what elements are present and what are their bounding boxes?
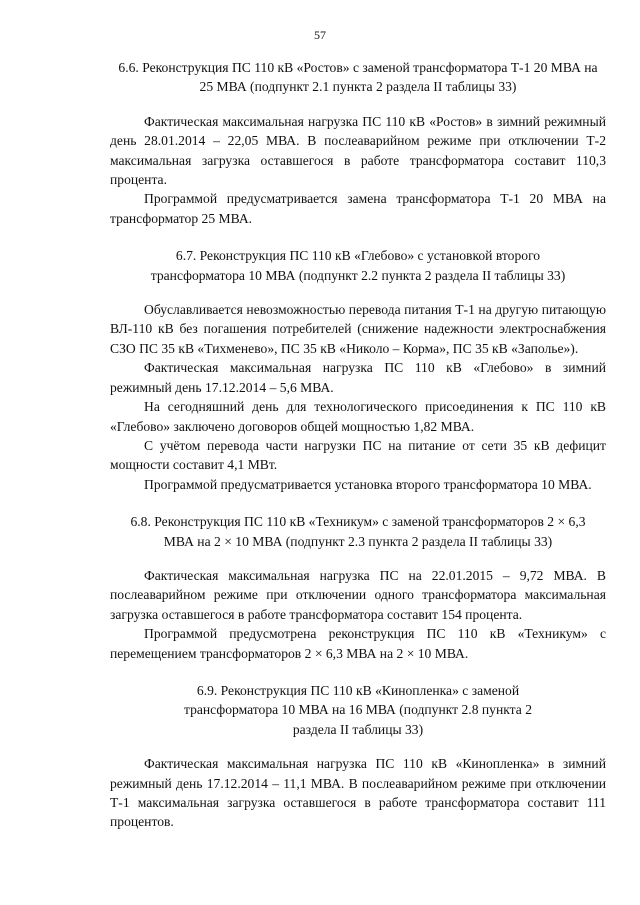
document-body (110, 58, 606, 832)
paragraph: Фактическая максимальная нагрузка ПС 110 кВ «Кинопленка» в зимний режимный день 17.12.2014 – 11,1 МВА. В послеаварийном режиме при отключении Т-1 максимальная загрузка оставшегося в работе трансформатора составит 111 процентов. (110, 756, 606, 830)
paragraph: Обуславливается невозможностью перевода питания Т-1 на другую питающую ВЛ-110 кВ без погашения потребителей (снижение надежности электроснабжения СЗО ПС 35 кВ «Тихменево», ПС 35 кВ «Николо – Корма», ПС 35 кВ «Заполье»). (110, 302, 606, 356)
paragraph: Программой предусматривается установка второго трансформатора 10 МВА. (144, 476, 592, 492)
paragraph: С учётом перевода части нагрузки ПС на питание от сети 35 кВ дефицит мощности составит 4,1 МВт. (110, 437, 606, 473)
section-heading: 6.8. Реконструкция ПС 110 кВ «Техникум» с заменой трансформаторов 2 × 6,3 МВА на 2 × 10 МВА (подпункт 2.3 пункта 2 раздела II таблицы 33) (130, 514, 586, 549)
paragraph: Программой предусмотрена реконструкция ПС 110 кВ «Техникум» с перемещением трансформаторов 2 × 6,3 МВА на 2 × 10 МВА. (110, 626, 606, 661)
section-heading: 6.6. Реконструкция ПС 110 кВ «Ростов» с заменой трансформатора Т-1 20 МВА на 25 МВА (подпункт 2.1 пункта 2 раздела II таблицы 33) (118, 60, 598, 95)
section-6-8 (110, 512, 606, 663)
paragraph: Фактическая максимальная нагрузка ПС 110 кВ «Ростов» в зимний режимный день 28.01.2014 – 22,05 МВА. В послеаварийном режиме при отключении Т-2 максимальная загрузка оставшегося в работе трансформатора составит 110,3 процента. (110, 113, 606, 188)
section-6-6 (110, 58, 606, 228)
page-number: 57 (314, 28, 326, 42)
section-6-9 (110, 681, 606, 832)
paragraph: На сегодняшний день для технологического присоединения к ПС 110 кВ «Глебово» заключено договоров общей мощностью 1,82 МВА. (110, 399, 606, 434)
section-6-7 (110, 246, 606, 494)
section-heading: 6.9. Реконструкция ПС 110 кВ «Кинопленка» с заменой трансформатора 10 МВА на 16 МВА (подпункт 2.8 пункта 2 раздела II таблицы 33) (183, 682, 533, 737)
section-heading: 6.7. Реконструкция ПС 110 кВ «Глебово» с установкой второго трансформатора 10 МВА (подпункт 2.2 пункта 2 раздела II таблицы 33) (150, 248, 566, 283)
paragraph: Программой предусматривается замена трансформатора Т-1 20 МВА на трансформатор 25 МВА. (110, 191, 606, 226)
paragraph: Фактическая максимальная нагрузка ПС 110 кВ «Глебово» в зимний режимный день 17.12.2014 – 5,6 МВА. (110, 360, 606, 395)
paragraph: Фактическая максимальная нагрузка ПС на 22.01.2015 – 9,72 МВА. В послеаварийном режиме при отключении одного трансформатора максимальная загрузка оставшегося в работе трансформатора составит 154 процента. (110, 567, 606, 622)
